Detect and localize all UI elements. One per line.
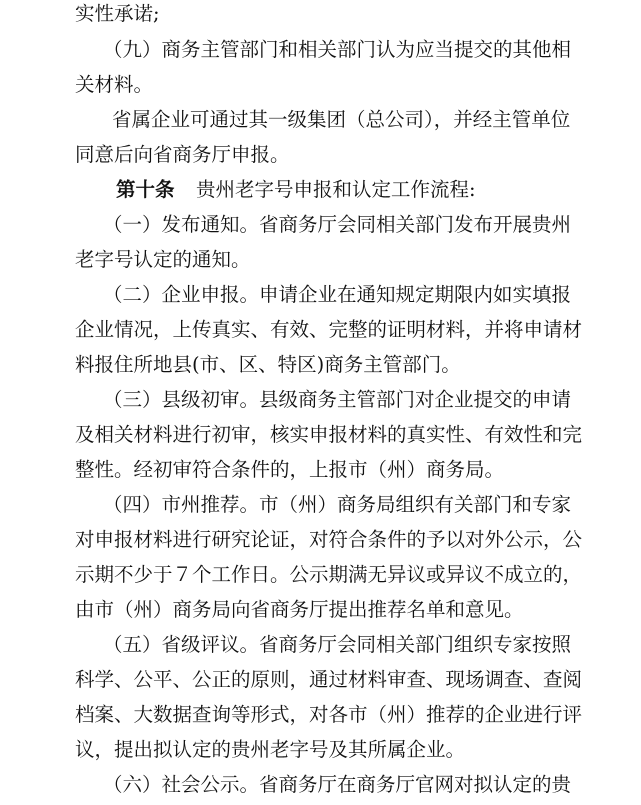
text-line [0,453,641,487]
text-line [0,173,641,207]
text-line [0,348,641,382]
line-text: 省属企业可通过其一级集团（总公司），并经主管单位 [112,108,571,131]
line-text: （五）省级评议。省商务厅会同相关部门组织专家按照 [103,633,572,656]
text-line [0,488,641,522]
text-line [0,663,641,697]
line-text: 料报住所地县(市、区、特区)商务主管部门。 [75,353,461,376]
line-text: （二）企业申报。申请企业在通知规定期限内如实填报 [103,283,572,306]
text-line [0,243,641,277]
line-text: 企业情况，上传真实、有效、完整的证明材料，并将申请材 [75,318,583,341]
line-text: 示期不少于７个工作日。公示期满无异议或异议不成立的， [75,563,583,586]
line-text: 同意后向省商务厅申报。 [75,143,290,166]
text-line [0,733,641,767]
line-text: （三）县级初审。县级商务主管部门对企业提交的申请 [103,388,572,411]
line-text: 老字号认定的通知。 [75,248,251,271]
text-line [0,593,641,627]
line-text: （九）商务主管部门和相关部门认为应当提交的其他相 [103,38,572,61]
text-line [0,208,641,242]
line-text: （六）社会公示。省商务厅在商务厅官网对拟认定的贵 [103,773,572,796]
line-text: 档案、大数据查询等形式，对各市（州）推荐的企业进行评 [75,703,583,726]
text-line [0,103,641,137]
line-text: 实性承诺; [75,2,160,25]
text-line [0,278,641,312]
text-line [0,768,641,802]
line-text: （四）市州推荐。市（州）商务局组织有关部门和专家 [103,493,572,516]
line-text: 对申报材料进行研究论证，对符合条件的予以对外公示，公 [75,528,583,551]
text-line [0,138,641,172]
text-line [0,313,641,347]
text-line [0,698,641,732]
line-text: 及相关材料进行初审，核实申报材料的真实性、有效性和完 [75,423,583,446]
line-text: 议，提出拟认定的贵州老字号及其所属企业。 [75,738,466,761]
line-text: 科学、公平、公正的原则，通过材料审查、现场调查、查阅 [75,668,583,691]
text-line [0,33,641,67]
line-text: 贵州老字号申报和认定工作流程: [196,178,476,201]
text-line [0,628,641,662]
text-line [0,68,641,102]
text-line [0,418,641,452]
text-line [0,383,641,417]
article-heading: 第十条 [116,178,175,201]
text-line [0,558,641,592]
line-text: （一）发布通知。省商务厅会同相关部门发布开展贵州 [103,213,572,236]
text-line [0,0,641,31]
line-text: 由市（州）商务局向省商务厅提出推荐名单和意见。 [75,598,524,621]
line-text: 整性。经初审符合条件的，上报市（州）商务局。 [75,458,505,481]
text-line [0,523,641,557]
line-text: 关材料。 [75,73,154,96]
